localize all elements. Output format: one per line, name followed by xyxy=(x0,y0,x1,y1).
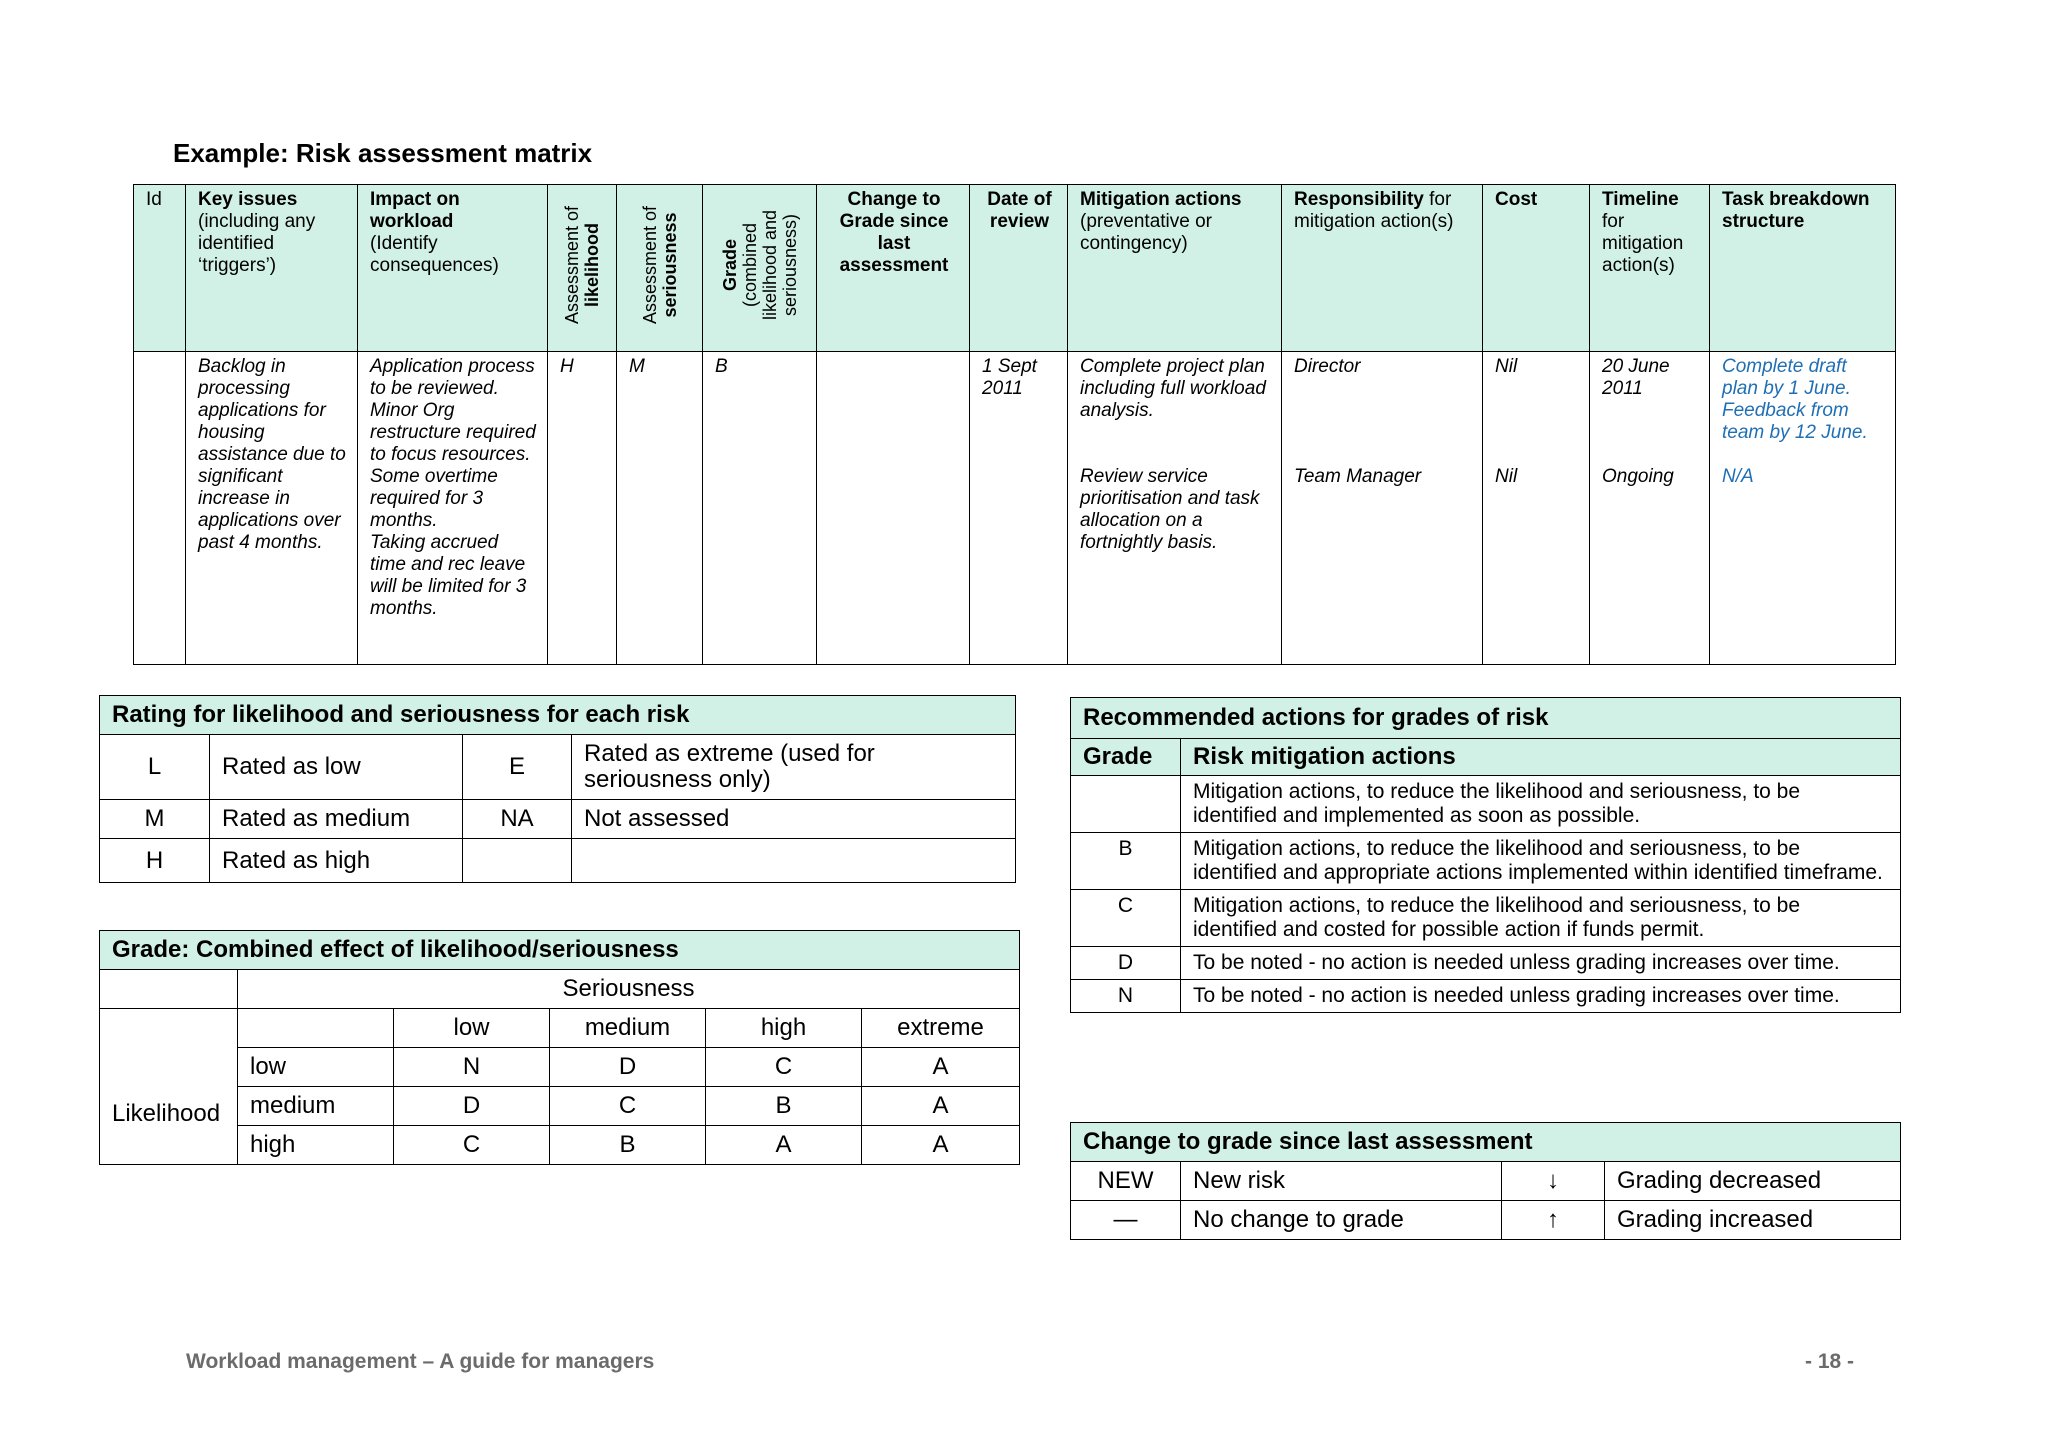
rating-row xyxy=(100,800,1016,839)
likelihood-row-label: high xyxy=(238,1126,394,1165)
change-grade-table xyxy=(1070,1122,1901,1240)
grade-cell: C xyxy=(550,1087,706,1126)
rating-row xyxy=(100,735,1016,800)
recommended-row xyxy=(1071,947,1901,980)
rating-code: NA xyxy=(463,800,572,839)
recommended-action: To be noted - no action is needed unless grading increases over time. xyxy=(1181,947,1901,980)
cell-cost xyxy=(1483,352,1590,665)
likelihood-row-label: low xyxy=(238,1048,394,1087)
timeline-1: 20 June 2011 xyxy=(1602,356,1670,399)
header-grade-bold: Grade xyxy=(719,238,740,292)
header-seriousness-line1: Assessment of xyxy=(639,205,660,325)
recommended-title-row xyxy=(1071,698,1901,739)
recommended-header-row xyxy=(1071,739,1901,776)
likelihood-label: Likelihood xyxy=(100,1009,238,1165)
rating-meaning: Rated as medium xyxy=(210,800,463,839)
grade-cell: D xyxy=(550,1048,706,1087)
header-cost: Cost xyxy=(1483,185,1590,352)
cost-1: Nil xyxy=(1495,356,1518,377)
change-code: NEW xyxy=(1071,1162,1181,1201)
recommended-action: Mitigation actions, to reduce the likelihood and seriousness, to be identified and costed for possible action if funds permit. xyxy=(1181,890,1901,947)
rating-title: Rating for likelihood and seriousness for each risk xyxy=(100,696,1016,735)
rating-table xyxy=(99,695,1016,883)
page-title: Example: Risk assessment matrix xyxy=(173,138,593,168)
responsibility-1: Director xyxy=(1294,356,1361,377)
timeline-2: Ongoing xyxy=(1602,466,1674,487)
rating-code xyxy=(463,839,572,883)
cost-2: Nil xyxy=(1495,466,1518,487)
impact-line-4: Taking accrued time and rec leave will be limited for 3 months. xyxy=(370,532,527,619)
recommended-grade: B xyxy=(1071,833,1181,890)
cell-change xyxy=(817,352,970,665)
header-key-issues xyxy=(186,185,358,352)
cell-timeline xyxy=(1590,352,1710,665)
recommended-action: To be noted - no action is needed unless grading increases over time. xyxy=(1181,980,1901,1013)
header-task: Task breakdown structure xyxy=(1710,185,1896,352)
mitigation-1: Complete project plan including full workload analysis. xyxy=(1080,356,1266,421)
rating-meaning: Rated as low xyxy=(210,735,463,800)
header-mitigation-bold: Mitigation actions xyxy=(1080,189,1242,210)
recommended-action: Mitigation actions, to reduce the likelihood and seriousness, to be identified and implemented as soon as possible. xyxy=(1181,776,1901,833)
seriousness-column: medium xyxy=(550,1009,706,1048)
mitigation-2: Review service prioritisation and task allocation on a fortnightly basis. xyxy=(1080,466,1260,553)
rating-meaning: Rated as high xyxy=(210,839,463,883)
grade-title-row xyxy=(100,931,1020,970)
grade-cell: C xyxy=(706,1048,862,1087)
likelihood-row-label: medium xyxy=(238,1087,394,1126)
cell-responsibility xyxy=(1282,352,1483,665)
task-2: N/A xyxy=(1722,466,1754,487)
grade-cell: A xyxy=(862,1048,1020,1087)
header-impact xyxy=(358,185,548,352)
recommended-grade: D xyxy=(1071,947,1181,980)
cell-grade: B xyxy=(703,352,817,665)
rating-code: H xyxy=(100,839,210,883)
grade-cell: A xyxy=(862,1087,1020,1126)
grade-combined-table xyxy=(99,930,1020,1165)
grade-cell: C xyxy=(394,1126,550,1165)
impact-line-1: Application process to be reviewed. xyxy=(370,356,535,399)
seriousness-column: low xyxy=(394,1009,550,1048)
header-seriousness-line2: seriousness xyxy=(659,212,680,318)
change-code: — xyxy=(1071,1201,1181,1240)
cell-mitigation xyxy=(1068,352,1282,665)
header-mitigation-rest: (preventative or contingency) xyxy=(1080,211,1213,254)
change-title-row xyxy=(1071,1123,1901,1162)
cell-date: 1 Sept 2011 xyxy=(970,352,1068,665)
rating-code: M xyxy=(100,800,210,839)
recommended-col-actions: Risk mitigation actions xyxy=(1181,739,1901,776)
recommended-row xyxy=(1071,833,1901,890)
cell-id xyxy=(134,352,186,665)
rating-code: L xyxy=(100,735,210,800)
header-likelihood-line1: Assessment of xyxy=(562,205,582,325)
rating-meaning xyxy=(572,839,1016,883)
header-impact-rest: (Identify consequences) xyxy=(370,233,499,276)
seriousness-column: extreme xyxy=(862,1009,1020,1048)
grade-cell: B xyxy=(706,1087,862,1126)
rating-title-row xyxy=(100,696,1016,735)
header-key-issues-rest: (including any identified ‘triggers’) xyxy=(198,211,316,276)
recommended-actions-table xyxy=(1070,697,1901,1013)
page-number: - 18 - xyxy=(1805,1350,1855,1373)
recommended-row xyxy=(1071,890,1901,947)
cell-key-issue: Backlog in processing applications for housing assistance due to significant increase in applications over past 4 months. xyxy=(186,352,358,665)
arrow-up-icon: ↑ xyxy=(1502,1201,1605,1240)
change-title: Change to grade since last assessment xyxy=(1071,1123,1901,1162)
matrix-data-row xyxy=(134,352,1896,665)
rating-meaning: Rated as extreme (used for seriousness only) xyxy=(572,735,1016,800)
grade-blank-cell xyxy=(100,970,238,1009)
grade-cell: A xyxy=(862,1126,1020,1165)
recommended-row xyxy=(1071,776,1901,833)
header-timeline-bold: Timeline xyxy=(1602,189,1679,210)
responsibility-2: Team Manager xyxy=(1294,466,1422,487)
grade-cell: A xyxy=(706,1126,862,1165)
seriousness-label: Seriousness xyxy=(238,970,1020,1009)
header-likelihood-line2: likelihood xyxy=(582,222,602,308)
header-change: Change to Grade since last assessment xyxy=(817,185,970,352)
change-meaning: No change to grade xyxy=(1181,1201,1502,1240)
grade-row xyxy=(100,1048,1020,1087)
grade-row xyxy=(100,1126,1020,1165)
header-responsibility-rest: for mitigation action(s) xyxy=(1294,189,1454,232)
recommended-action: Mitigation actions, to reduce the likelihood and seriousness, to be identified and appropriate actions implemented within identified timeframe. xyxy=(1181,833,1901,890)
grade-blank-cell xyxy=(238,1009,394,1048)
header-key-issues-bold: Key issues xyxy=(198,189,298,210)
arrow-down-icon: ↓ xyxy=(1502,1162,1605,1201)
cell-impact xyxy=(358,352,548,665)
header-mitigation xyxy=(1068,185,1282,352)
change-row xyxy=(1071,1162,1901,1201)
footer-title: Workload management – A guide for managers xyxy=(186,1350,655,1373)
header-timeline-rest: for mitigation action(s) xyxy=(1602,211,1684,276)
header-grade-l2: (combined xyxy=(739,222,760,308)
header-responsibility xyxy=(1282,185,1483,352)
rating-meaning: Not assessed xyxy=(572,800,1016,839)
header-responsibility-bold: Responsibility xyxy=(1294,189,1424,210)
header-likelihood xyxy=(548,185,617,352)
grade-row xyxy=(100,1087,1020,1126)
grade-seriousness-row xyxy=(100,970,1020,1009)
change-meaning: Grading increased xyxy=(1605,1201,1901,1240)
matrix-header-row xyxy=(134,185,1896,352)
cell-task xyxy=(1710,352,1896,665)
rating-code: E xyxy=(463,735,572,800)
grade-cell: N xyxy=(394,1048,550,1087)
recommended-grade xyxy=(1071,776,1181,833)
header-grade-l3: likelihood and xyxy=(759,209,780,321)
header-date: Date of review xyxy=(970,185,1068,352)
change-meaning: New risk xyxy=(1181,1162,1502,1201)
impact-line-2: Minor Org restructure required to focus resources. xyxy=(370,400,536,465)
risk-matrix-table xyxy=(133,184,1896,665)
header-timeline xyxy=(1590,185,1710,352)
grade-cell: B xyxy=(550,1126,706,1165)
header-grade xyxy=(703,185,817,352)
recommended-col-grade: Grade xyxy=(1071,739,1181,776)
header-seriousness xyxy=(617,185,703,352)
seriousness-column: high xyxy=(706,1009,862,1048)
recommended-grade: C xyxy=(1071,890,1181,947)
change-row xyxy=(1071,1201,1901,1240)
recommended-grade: N xyxy=(1071,980,1181,1013)
cell-seriousness: M xyxy=(617,352,703,665)
grade-title: Grade: Combined effect of likelihood/seriousness xyxy=(100,931,1020,970)
header-id: Id xyxy=(134,185,186,352)
header-grade-l4: seriousness) xyxy=(779,213,800,317)
recommended-title: Recommended actions for grades of risk xyxy=(1071,698,1901,739)
recommended-row xyxy=(1071,980,1901,1013)
change-meaning: Grading decreased xyxy=(1605,1162,1901,1201)
impact-line-3: Some overtime required for 3 months. xyxy=(370,466,498,531)
task-1: Complete draft plan by 1 June. Feedback from team by 12 June. xyxy=(1722,356,1868,443)
rating-row xyxy=(100,839,1016,883)
grade-cell: D xyxy=(394,1087,550,1126)
header-impact-bold: Impact on workload xyxy=(370,189,460,232)
grade-column-header-row xyxy=(100,1009,1020,1048)
cell-likelihood: H xyxy=(548,352,617,665)
